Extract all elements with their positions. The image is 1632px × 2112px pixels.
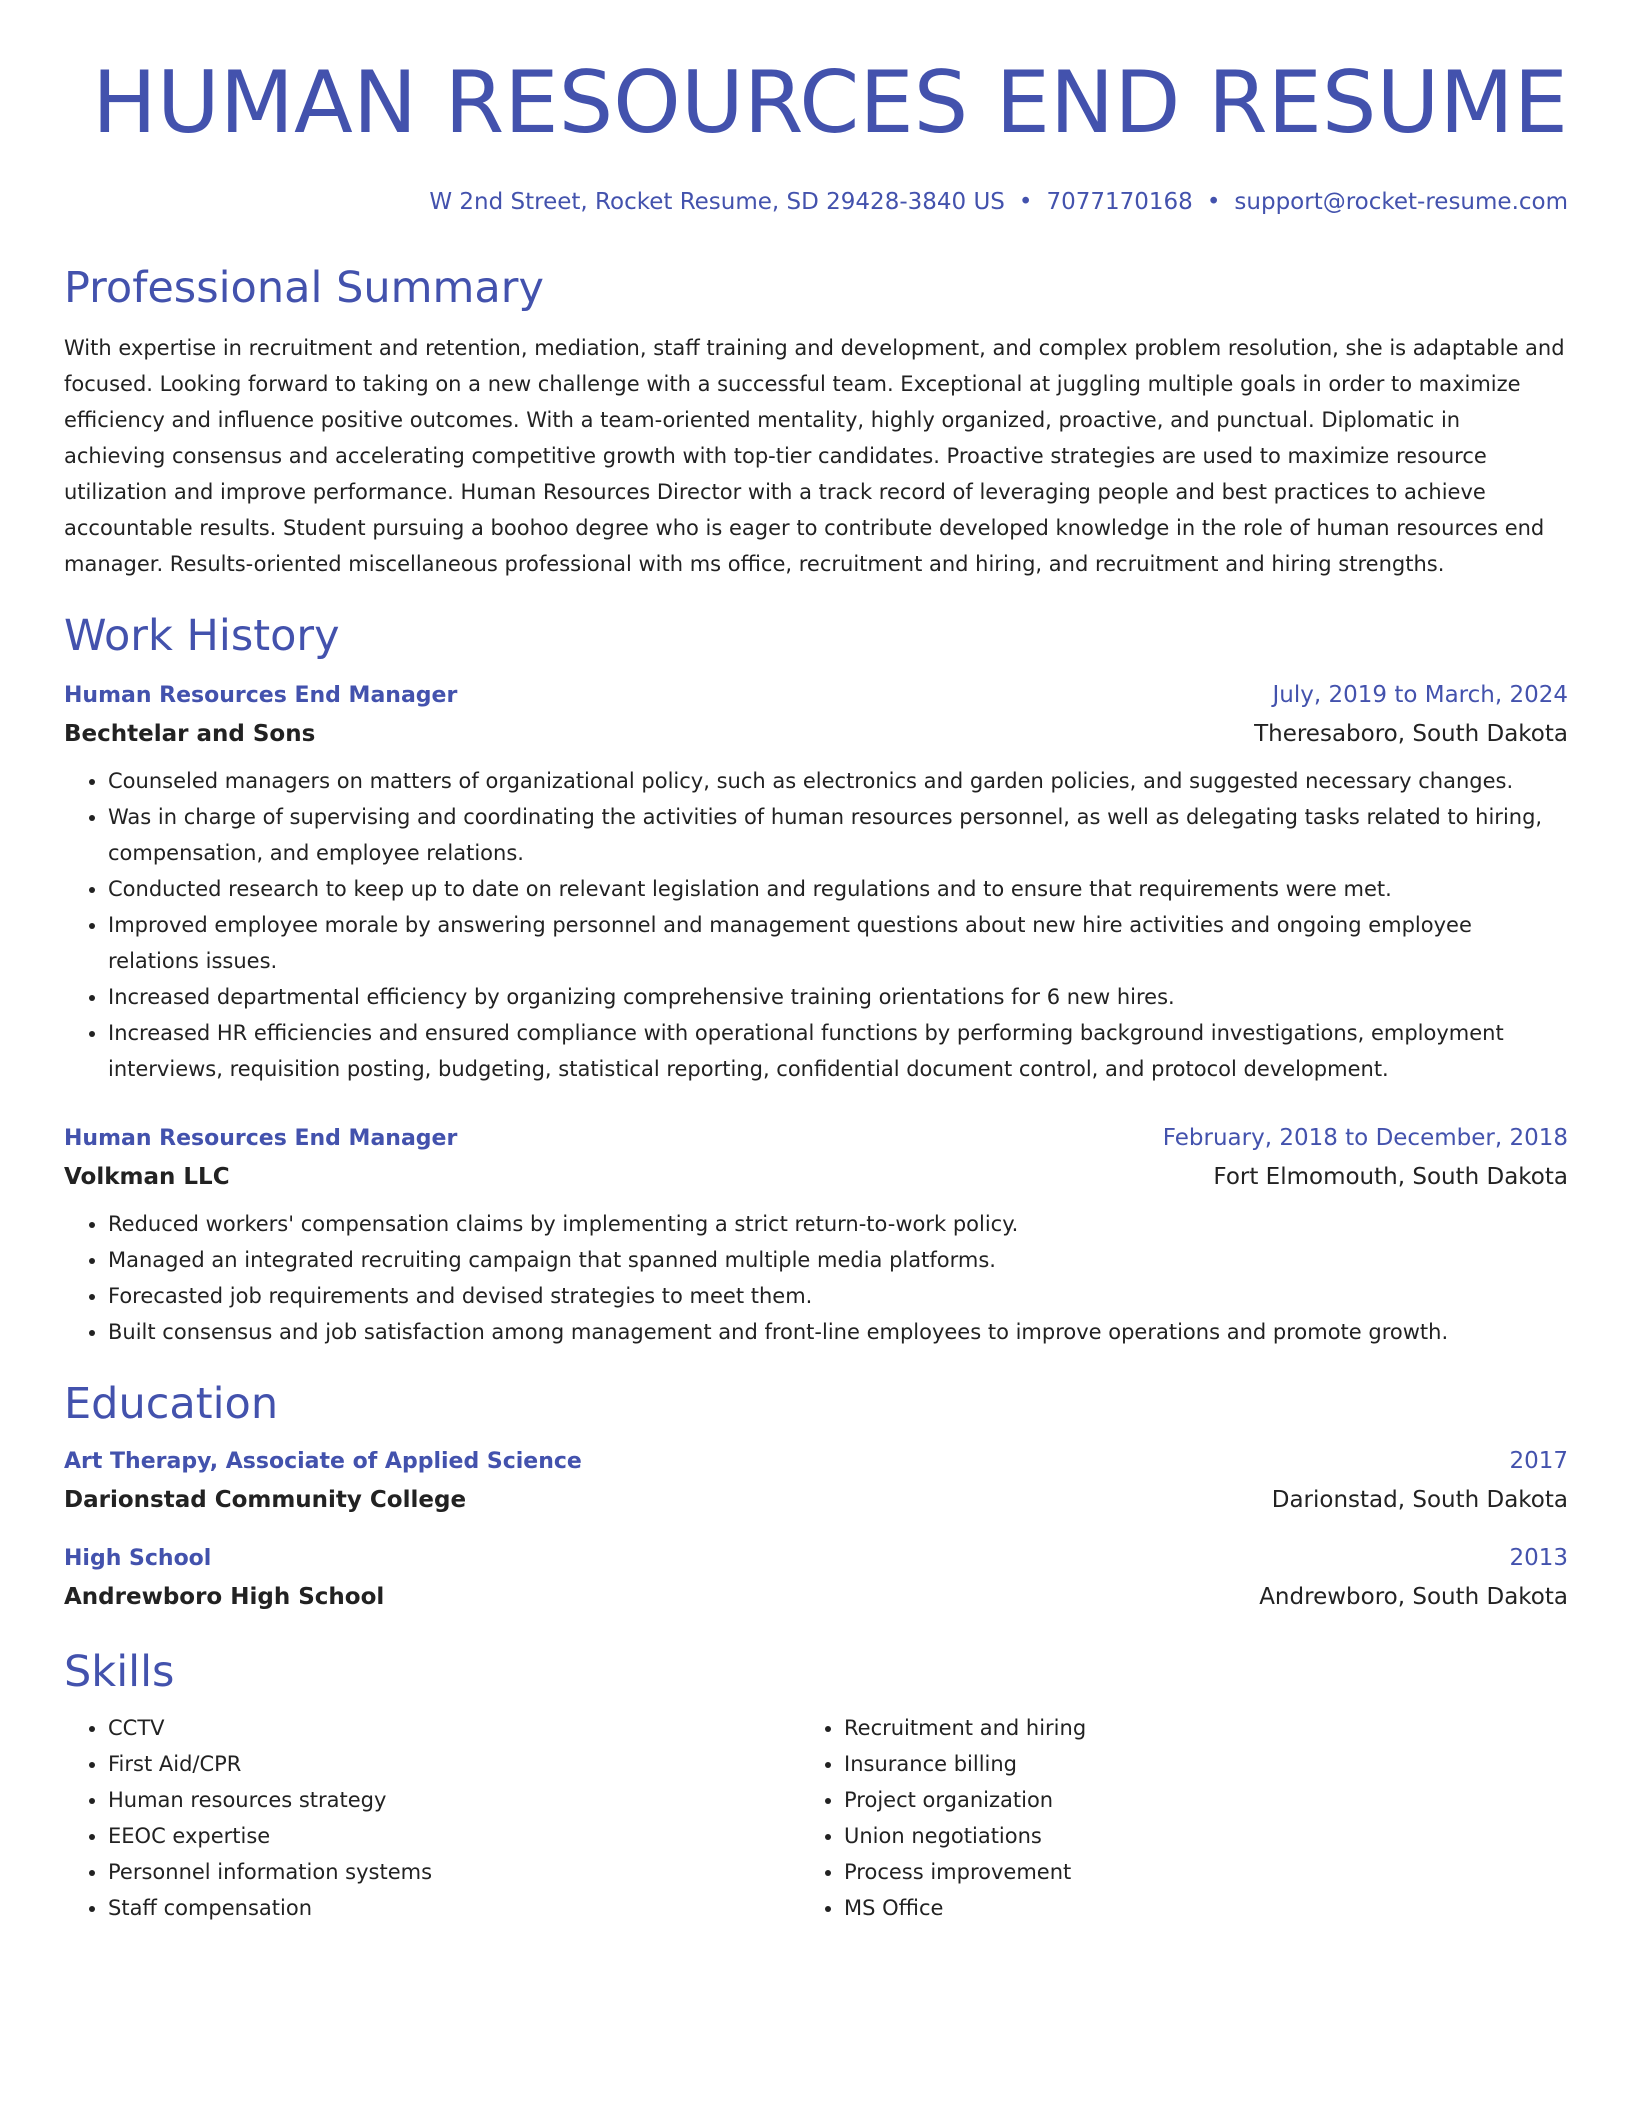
resume-title: HUMAN RESOURCES END RESUME — [92, 53, 1568, 153]
contact-phone: 7077170168 — [1046, 189, 1193, 215]
skills-list — [64, 1710, 800, 1926]
job-location: Fort Elmomouth, South Dakota — [1213, 1164, 1568, 1190]
job-bullet: • Built consensus and job satisfaction among management and front-line employees to improve operations and promote growth. — [108, 1314, 1568, 1350]
job-bullet: • Reduced workers' compensation claims by implementing a strict return-to-work policy. — [108, 1206, 1568, 1242]
skills-heading: Skills — [64, 1647, 175, 1697]
job-bullet: • Conducted research to keep up to date on relevant legislation and regulations and to ensure that requirements were met. — [108, 871, 1568, 907]
job-bullet: • Increased departmental efficiency by organizing comprehensive training orientations for 6 new hires. — [108, 979, 1568, 1015]
job-bullets — [64, 1206, 1568, 1350]
job-bullet: • Counseled managers on matters of organizational policy, such as electronics and garden policies, and suggested necessary changes. — [108, 763, 1568, 799]
skill-item: • Process improvement — [844, 1854, 1536, 1890]
job-entry — [64, 676, 1568, 1087]
job-dates: July, 2019 to March, 2024 — [1272, 682, 1568, 708]
job-bullets — [64, 763, 1568, 1087]
skill-item: • Project organization — [844, 1782, 1536, 1818]
job-company: Bechtelar and Sons — [64, 721, 316, 747]
contact-email: support@rocket-resume.com — [1234, 189, 1568, 215]
job-entry — [64, 1119, 1568, 1350]
job-bullet: • Was in charge of supervising and coordinating the activities of human resources personnel, as well as delegating tasks related to hiring, compensation, and employee relations. — [108, 799, 1568, 871]
job-company-row — [64, 715, 1568, 753]
skill-item: • Union negotiations — [844, 1818, 1536, 1854]
education-entry — [64, 1539, 1568, 1616]
education-school-row — [64, 1481, 1568, 1519]
skill-item: • Personnel information systems — [108, 1854, 800, 1890]
work-history-heading: Work History — [64, 611, 340, 661]
skill-item: • Human resources strategy — [108, 1782, 800, 1818]
job-bullet: • Managed an integrated recruiting campaign that spanned multiple media platforms. — [108, 1242, 1568, 1278]
education-year: 2017 — [1509, 1448, 1568, 1474]
skills-list — [800, 1710, 1536, 1926]
contact-separator: • — [1018, 189, 1033, 215]
skill-item: • First Aid/CPR — [108, 1746, 800, 1782]
summary-heading: Professional Summary — [64, 263, 544, 313]
skill-item: • Recruitment and hiring — [844, 1710, 1536, 1746]
job-bullet: • Improved employee morale by answering personnel and management questions about new hire activities and ongoing employee relations issues. — [108, 907, 1568, 979]
contact-separator: • — [1206, 189, 1221, 215]
contact-address: W 2nd Street, Rocket Resume, SD 29428-3840 US — [429, 189, 1005, 215]
summary-text: With expertise in recruitment and retention, mediation, staff training and development, and complex problem resolution, she is adaptable and focused. Looking forward to taking on a new challenge with a successful team. Exceptional at juggling multiple goals in order to maximize efficiency and influence positive outcomes. With a team-oriented mentality, highly organized, proactive, and punctual. Diplomatic in achieving consensus and accelerating competitive growth with top-tier candidates. Proactive strategies are used to maximize resource utilization and improve performance. Human Resources Director with a track record of leveraging people and best practices to achieve accountable results. Student pursuing a boohoo degree who is eager to contribute developed knowledge in the role of human resources end manager. Results-oriented miscellaneous professional with ms office, recruitment and hiring, and recruitment and hiring strengths. — [64, 336, 1565, 576]
education-school: Andrewboro High School — [64, 1584, 385, 1610]
education-degree: High School — [64, 1546, 212, 1571]
education-entry — [64, 1442, 1568, 1519]
skill-item: • Staff compensation — [108, 1890, 800, 1926]
education-school-row — [64, 1578, 1568, 1616]
education-header-row — [64, 1539, 1568, 1578]
job-role: Human Resources End Manager — [64, 1126, 458, 1151]
skill-item: • MS Office — [844, 1890, 1536, 1926]
education-heading: Education — [64, 1379, 279, 1429]
skills-column-left — [64, 1710, 800, 1926]
job-role: Human Resources End Manager — [64, 683, 458, 708]
education-header-row — [64, 1442, 1568, 1481]
skill-item: • Insurance billing — [844, 1746, 1536, 1782]
job-header-row — [64, 1119, 1568, 1158]
skills-grid — [64, 1710, 1568, 1926]
education-degree: Art Therapy, Associate of Applied Science — [64, 1449, 582, 1474]
job-location: Theresaboro, South Dakota — [1254, 721, 1568, 747]
skill-item: • CCTV — [108, 1710, 800, 1746]
education-location: Andrewboro, South Dakota — [1259, 1584, 1568, 1610]
job-company-row — [64, 1158, 1568, 1196]
education-year: 2013 — [1509, 1545, 1568, 1571]
job-header-row — [64, 676, 1568, 715]
education-school: Darionstad Community College — [64, 1487, 467, 1513]
education-location: Darionstad, South Dakota — [1271, 1487, 1568, 1513]
job-bullet: • Increased HR efficiencies and ensured compliance with operational functions by performing background investigations, employment interviews, requisition posting, budgeting, statistical reporting, confidential document control, and protocol development. — [108, 1015, 1568, 1087]
skills-column-right — [800, 1710, 1536, 1926]
job-bullet: • Forecasted job requirements and devised strategies to meet them. — [108, 1278, 1568, 1314]
skill-item: • EEOC expertise — [108, 1818, 800, 1854]
contact-line — [64, 184, 1568, 220]
job-dates: February, 2018 to December, 2018 — [1162, 1125, 1568, 1151]
job-company: Volkman LLC — [64, 1164, 230, 1190]
